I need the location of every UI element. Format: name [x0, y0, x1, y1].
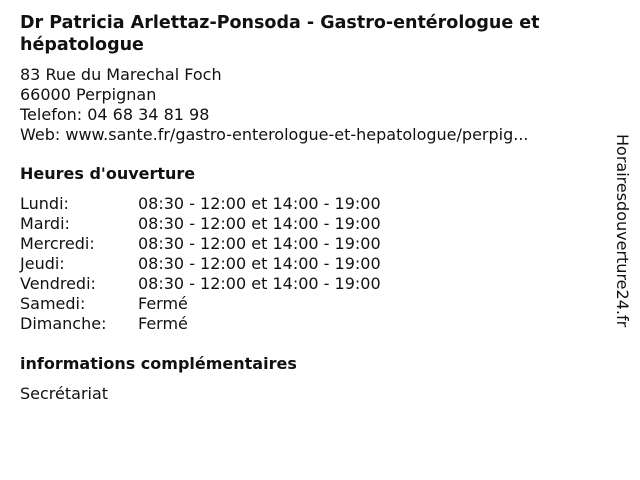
street-address: 83 Rue du Marechal Foch — [20, 65, 222, 84]
additional-info-text: Secrétariat — [20, 384, 109, 403]
day-label: Dimanche: — [20, 314, 107, 333]
site-watermark: Horairesdouverture24.fr — [613, 134, 632, 328]
address-block — [20, 65, 529, 145]
opening-hours-table — [20, 194, 381, 334]
hours-row-wednesday — [20, 234, 381, 254]
hours-value: 08:30 - 12:00 et 14:00 - 19:00 — [138, 234, 381, 253]
hours-row-thursday — [20, 254, 381, 274]
hours-row-tuesday — [20, 214, 381, 234]
hours-row-saturday — [20, 294, 381, 314]
additional-info-heading: informations complémentaires — [20, 354, 297, 373]
hours-row-monday — [20, 194, 381, 214]
day-label: Jeudi: — [20, 254, 65, 273]
hours-value: 08:30 - 12:00 et 14:00 - 19:00 — [138, 274, 381, 293]
day-label: Mardi: — [20, 214, 70, 233]
opening-hours-heading: Heures d'ouverture — [20, 164, 196, 183]
day-label: Vendredi: — [20, 274, 96, 293]
page-title: Dr Patricia Arlettaz-Ponsoda - Gastro-entérologue et hépatologue — [20, 13, 540, 55]
hours-value: Fermé — [138, 294, 188, 313]
phone-number: Telefon: 04 68 34 81 98 — [20, 105, 210, 124]
day-label: Samedi: — [20, 294, 86, 313]
hours-value: 08:30 - 12:00 et 14:00 - 19:00 — [138, 214, 381, 233]
hours-value: Fermé — [138, 314, 188, 333]
hours-value: 08:30 - 12:00 et 14:00 - 19:00 — [138, 254, 381, 273]
website-link[interactable]: Web: www.sante.fr/gastro-enterologue-et-hepatologue/perpig... — [20, 125, 529, 144]
city-postal: 66000 Perpignan — [20, 85, 157, 104]
hours-row-friday — [20, 274, 381, 294]
hours-value: 08:30 - 12:00 et 14:00 - 19:00 — [138, 194, 381, 213]
day-label: Mercredi: — [20, 234, 95, 253]
hours-row-sunday — [20, 314, 381, 334]
day-label: Lundi: — [20, 194, 69, 213]
